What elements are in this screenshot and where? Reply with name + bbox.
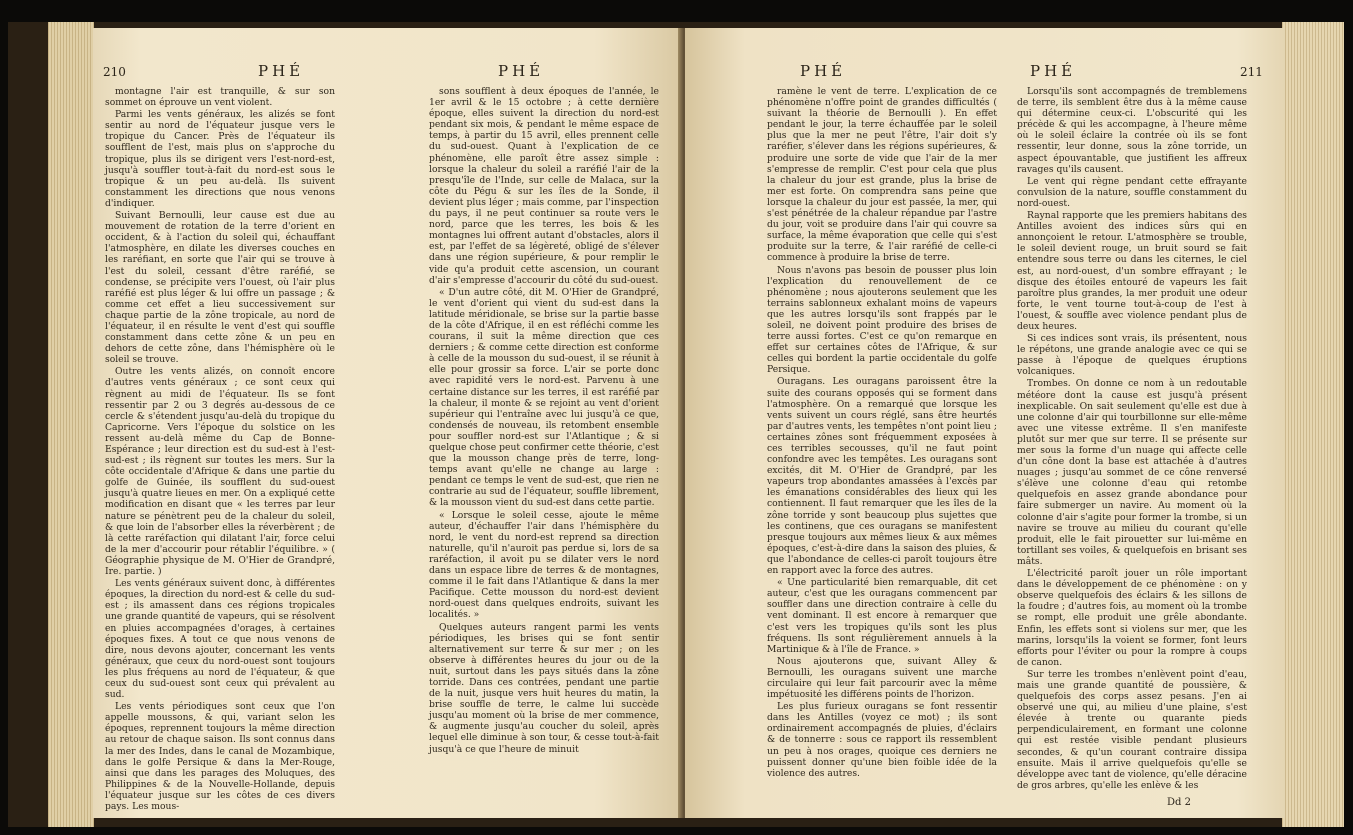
running-header-right-2: PHÉ [1030,62,1077,80]
running-header-left-2: PHÉ [498,62,545,80]
page-number-right: 211 [1240,65,1263,79]
paragraph: Raynal rapporte que les premiers habitans des Antilles avoient des indices sûrs qui en annonçoient le retour. L'atmosphère se trouble, le soleil devient rouge, un bruit sourd se fait entendre sous terre ou dans les citernes, le ciel est, au nord-ouest, d'un sombre effrayant ; le disque des étoiles entouré de vapeurs les fait paroître plus grandes, la mer produit une odeur forte, le vent tourne tout-à-coup de l'est à l'ouest, & souffle avec violence pendant plus de deux heures. [1017,210,1247,332]
paragraph: Suivant Bernoulli, leur cause est due au mouvement de rotation de la terre d'orient en occident, & à l'action du soleil qui, échauffant l'atmosphère, en dilate les diverses couches en les raréfiant, en sorte que l'air qui se trouve à l'est du soleil, cessant d'être raréfié, se condense, se précipite vers l'ouest, où l'air plus raréfié est plus léger & lui offre un passage ; & comme cet effet a lieu successivement sur chaque partie de la zône tropicale, au nord de l'équateur, il en résulte le vent d'est qui souffle constamment dans cette zône & un peu en dehors de cette zône, dans l'hémisphère où le soleil se trouve. [105,210,335,366]
running-header-right-1: PHÉ [800,62,847,80]
paragraph: Quelques auteurs rangent parmi les vents périodiques, les brises qui se font sentir alternativement sur terre & sur mer ; on les observe à différentes heures du jour ou de la nuit, surtout dans les pays situés dans la zône torride. Dans ces contrées, pendant une partie de la nuit, jusque vers huit heures du matin, la brise souffle de terre, le calme lui succède jusqu'au moment où la brise de mer commence, & augmente jusqu'au coucher du soleil, après lequel elle diminue à son tour, & cesse tout-à-fait jusqu'à ce que l'heure de minuit [429,621,659,755]
text-column-right-1 [767,86,997,806]
paragraph: montagne l'air est tranquille, & sur son sommet on éprouve un vent violent. [105,86,335,109]
paragraph: Les vents périodiques sont ceux que l'on appelle moussons, & qui, variant selon les époques, reprennent toujours la même direction au retour de chaque saison. Ils sont connus dans la mer des Indes, dans le canal de Mozambique, dans le golfe Persique & dans la Mer-Rouge, ainsi que dans les parages des Moluques, des Philippines & de la Nouvelle-Hollande, depuis l'équateur jusque sur les côtes de ces divers pays. Les mous- [105,701,335,812]
paragraph: Sur terre les trombes n'enlèvent point d'eau, mais une grande quantité de poussière, & quelquefois des corps assez pesans. J'en ai observé une qui, au milieu d'une plaine, s'est élevée à trente ou quarante pieds perpendiculairement, en formant une colonne qui est restée visible pendant plusieurs secondes, & qu'un courant contraire dissipa ensuite. Mais il arrive quelquefois qu'elle se développe avec tant de violence, qu'elle déracine de gros arbres, qu'elle les enlève & les [1017,668,1247,791]
paragraph: Les vents généraux suivent donc, à différentes époques, la direction du nord-est & celle du sud-est ; ils amassent dans ces régions tropicales une grande quantité de vapeurs, qui se résolvent en pluies accompagnées d'orages, à certaines époques fixes. A tout ce que nous venons de dire, nous devons ajouter, concernant les vents généraux, que ceux du nord-ouest sont toujours les plus fréquens au nord de l'équateur, & que ceux du sud-ouest sont ceux qui prévalent au sud. [105,578,335,701]
signature-mark: Dd 2 [1167,797,1191,808]
paragraph: Nous n'avons pas besoin de pousser plus loin l'explication du renouvellement de ce phénomène ; nous ajouterons seulement que les terrains sablonneux exhalant moins de vapeurs que les autres lorsqu'ils sont frappés par le soleil, ne doivent point produire des brises de terre aussi fortes. C'est ce qu'on remarque en effet sur certaines côtes de l'Afrique, & sur celles qui bordent la partie occidentale du golfe Persique. [767,264,997,376]
text-column-left-1 [105,86,335,812]
page-edges-right [1282,22,1344,827]
paragraph: Nous ajouterons que, suivant Alley & Bernoulli, les ouragans suivent une marche circulaire qui leur fait parcourir avec la même impétuosité les différens points de l'horizon. [767,655,997,701]
page-edges-left [48,22,94,827]
paragraph: sons soufflent à deux époques de l'année, le 1er avril & le 15 octobre ; à cette dernière époque, elles suivent la direction du nord-est pendant six mois, & pendant le même espace de temps, à partir du 15 avril, elles prennent celle du sud-ouest. Quant à l'explication de ce phénomène, elle paroît être assez simple : lorsque la chaleur du soleil a raréfié l'air de la presqu'île de l'Inde, sur celle de Malaca, sur la côte du Pégu & sur les îles de la Sonde, il devient plus léger ; mais comme, par l'inspection du pays, il ne peut continuer sa route vers le nord, parce que les terres, les bois & les montagnes lui offrent autant d'obstacles, alors il est, par l'effet de sa légèreté, obligé de s'élever dans une région supérieure, & pour remplir le vide qu'a produit cette ascension, un courant d'air s'empresse d'accourir du côté du sud-ouest. [429,86,659,286]
paragraph: Si ces indices sont vrais, ils présentent, nous le répétons, une grande analogie avec ce qui se passe à l'époque de quelques éruptions volcaniques. [1017,333,1247,378]
paragraph: Outre les vents alizés, on connoît encore d'autres vents généraux ; ce sont ceux qui règnent au midi de l'équateur. Ils se font ressentir par 2 ou 3 degrés au-dessous de ce cercle & s'étendent jusqu'au-delà du tropique du Capricorne. Vers l'époque du solstice on les ressent au-delà même du Cap de Bonne-Espérance ; leur direction est du sud-est à l'est-sud-est ; ils règnent sur toutes les mers. Sur la côte occidentale d'Afrique & dans une partie du golfe de Guinée, ils soufflent du sud-ouest jusqu'à quatre lieues en mer. On a expliqué cette modification en disant que « les terres par leur nature se pénètrent peu de la chaleur du soleil, & que loin de l'absorber elles la réverbèrent ; de là cette raréfaction qui dilatant l'air, force celui de la mer d'accourir pour rétablir l'équilibre. » ( Géographie physique de M. O'Hier de Grandpré, Ire. partie. ) [105,366,335,578]
paragraph: ramène le vent de terre. L'explication de ce phénomène n'offre point de grandes difficultés ( suivant la théorie de Bernoulli ). En effet pendant le jour, la terre échauffée par le soleil plus que la mer ne peut l'être, l'air doit s'y raréfier, s'élever dans les régions supérieures, & produire une sorte de vide que l'air de la mer s'empresse de remplir. C'est pour cela que plus la chaleur du jour est grande, plus la brise de mer est forte. On comprendra sans peine que lorsque la chaleur du jour est passée, la mer, qui s'est pénétrée de la chaleur répandue par l'astre du jour, voit se produire dans l'air qui couvre sa surface, la même évaporation que celle qui s'est produite sur la terre, & l'air raréfié de celle-ci commence à produire la brise de terre. [767,86,997,264]
book-spread [8,22,1344,827]
text-column-left-2 [429,86,659,806]
left-page [93,28,683,818]
text-column-right-2 [1017,86,1247,793]
page-number-left: 210 [103,65,126,79]
paragraph: « D'un autre côté, dit M. O'Hier de Grandpré, le vent d'orient qui vient du sud-est dans la latitude méridionale, se brise sur la partie basse de la côte d'Afrique, il en est réfléchi comme les courans, il suit la même direction que ces derniers ; & comme cette direction est conforme à celle de la mousson du sud-ouest, il se réunit à elle pour grossir sa force. L'air se porte donc avec rapidité vers le nord-est. Parvenu à une certaine distance sur les terres, il est raréfié par la chaleur, il monte & se rejoint au vent d'orient supérieur qui l'entraîne avec lui jusqu'à ce que, condensés de nouveau, ils retombent ensemble pour souffler nord-est sur l'Atlantique ; & si quelque chose peut confirmer cette théorie, c'est que la mousson change près de terre, long-temps avant qu'elle ne change au large : pendant ce temps le vent de sud-est, que rien ne contrarie au sud de l'équateur, souffle librement, & la mousson vient du sud-est dans cette partie. [429,286,659,509]
right-page [685,28,1285,818]
running-header-left-1: PHÉ [258,62,305,80]
paragraph: Trombes. On donne ce nom à un redoutable météore dont la cause est jusqu'à présent inexplicable. On sait seulement qu'elle est due à une colonne d'air qui tourbillonne sur elle-même avec une vitesse extrême. Il s'en manifeste plutôt sur mer que sur terre. Il se présente sur mer sous la forme d'un nuage qui affecte celle d'un cône dont la base est attachée à d'autres nuages ; jusqu'au sommet de ce cône renversé s'élève une colonne d'eau qui retombe quelquefois en assez grande abondance pour faire submerger un navire. Au moment où la colonne d'air s'agite pour former la trombe, si un navire se trouve au milieu du courant qu'elle produit, elle le fait pirouetter sur lui-même en tortillant ses voiles, & quelquefois en brisant ses mâts. [1017,378,1247,567]
paragraph: Ouragans. Les ouragans paroissent être la suite des courans opposés qui se forment dans l'atmosphère. On a remarqué que lorsque les vents suivent un cours réglé, sans être heurtés par d'autres vents, les tempêtes n'ont point lieu ; certaines zônes sont fréquemment exposées à ces terribles secousses, qu'il ne faut point confondre avec les tempêtes. Les ouragans sont excités, dit M. O'Hier de Grandpré, par les vapeurs trop abondantes amassées à l'excès par les émanations considérables des lieux qui les contiennent. Il faut remarquer que les îles de la zône torride y sont beaucoup plus sujettes que les continens, que ces ouragans se manifestent presque toujours aux mêmes lieux & aux mêmes époques, c'est-à-dire dans la saison des pluies, & que l'abondance de celles-ci paroît toujours être en rapport avec la force des autres. [767,376,997,577]
paragraph: Parmi les vents généraux, les alizés se font sentir au nord de l'équateur jusque vers le tropique du Cancer. Près de l'équateur ils soufflent de l'est, mais plus on s'approche du tropique, plus ils se dirigent vers l'est-nord-est, jusqu'à souffler tout-à-fait du nord-est sous le tropique & un peu au-delà. Ils suivent constamment les directions que nous venons d'indiquer. [105,109,335,209]
paragraph: « Lorsque le soleil cesse, ajoute le même auteur, d'échauffer l'air dans l'hémisphère du nord, le vent du nord-est reprend sa direction naturelle, qu'il n'auroit pas perdue si, lors de sa raréfaction, il avoit pu se dilater vers le nord dans un espace libre de terres & de montagnes, comme il le fait dans l'Atlantique & dans la mer Pacifique. Cette mousson du nord-est devient nord-ouest dans quelques endroits, suivant les localités. » [429,509,659,621]
paragraph: Lorsqu'ils sont accompagnés de tremblemens de terre, ils semblent être dus à la même cause qui détermine ceux-ci. L'obscurité qui les précède & qui les accompagne, à l'heure même où le soleil éclaire la contrée où ils se font ressentir, leur donne, sous la zône torride, un aspect épouvantable, que justifient les affreux ravages qu'ils causent. [1017,86,1247,175]
paragraph: L'électricité paroît jouer un rôle important dans le développement de ce phénomène : on y observe quelquefois des éclairs & les sillons de la foudre ; d'autres fois, au moment où la trombe se rompt, elle produit une grêle abondante. Enfin, les effets sont si violens sur mer, que les marins, lorsqu'ils la voient se former, font leurs efforts pour l'éviter ou pour la rompre à coups de canon. [1017,568,1247,668]
paragraph: Les plus furieux ouragans se font ressentir dans les Antilles (voyez ce mot) ; ils sont ordinairement accompagnés de pluies, d'éclairs & de tonnerre : sous ce rapport ils ressemblent un peu à nos orages, quoique ces derniers ne puissent donner qu'une bien foible idée de la violence des autres. [767,701,997,779]
paragraph: « Une particularité bien remarquable, dit cet auteur, c'est que les ouragans commencent par souffler dans une direction contraire à celle du vent dominant. Il est encore à remarquer que c'est vers les tropiques qu'ils sont les plus fréquens. Ils sont régulièrement annuels à la Martinique & à l'île de France. » [767,577,997,655]
paragraph: Le vent qui règne pendant cette effrayante convulsion de la nature, souffle constamment du nord-ouest. [1017,175,1247,209]
